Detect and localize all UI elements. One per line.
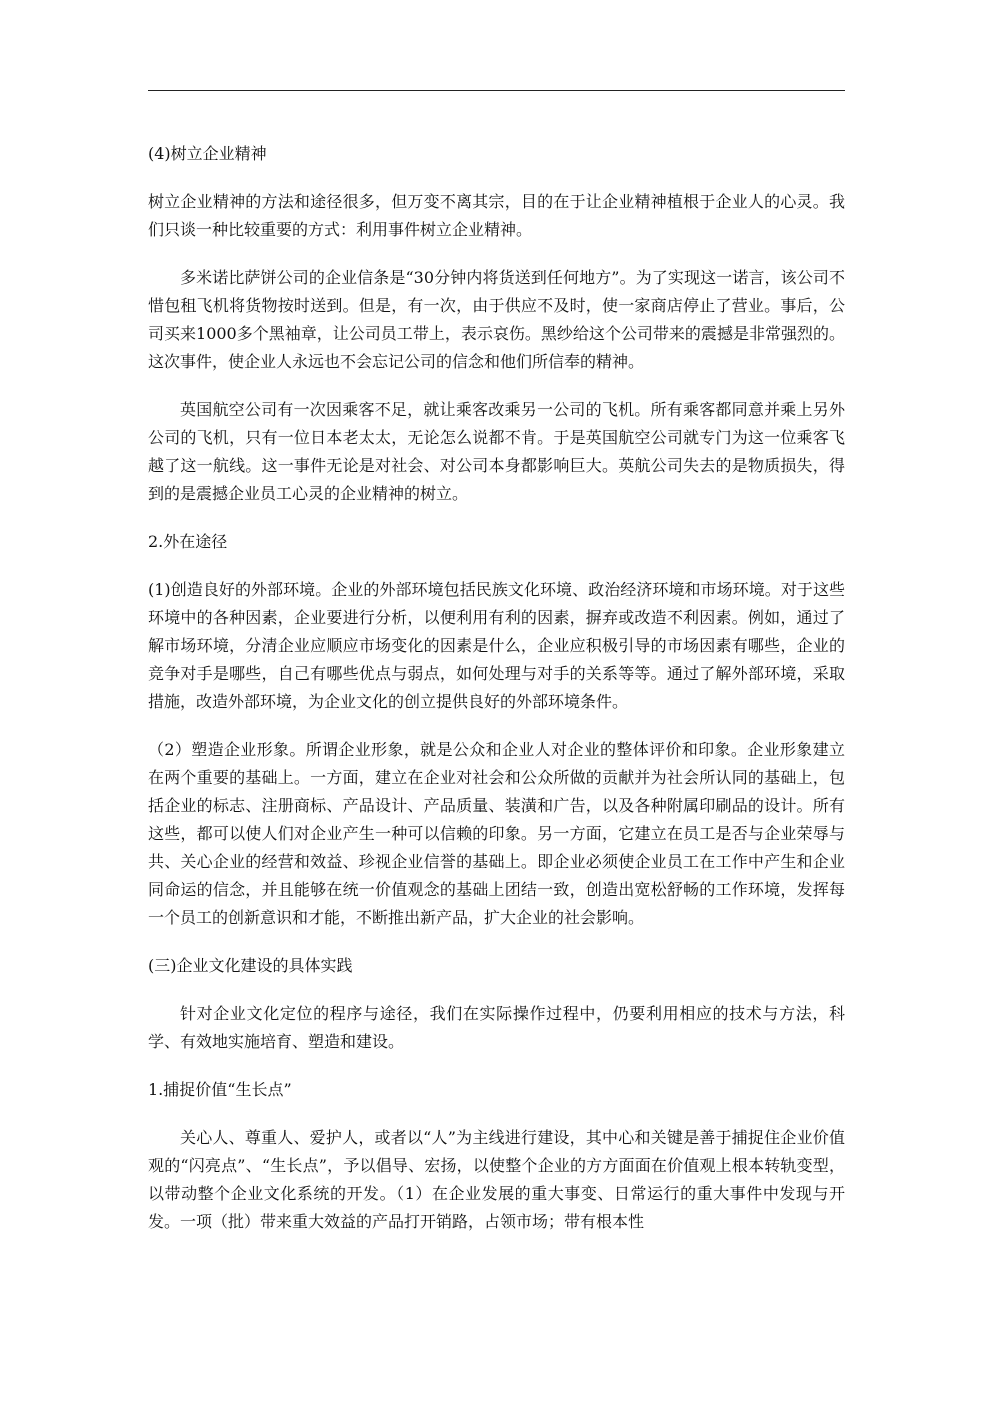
- document-body: [148, 140, 845, 1236]
- paragraph-domino-example: 多米诺比萨饼公司的企业信条是“30分钟内将货送到任何地方”。为了实现这一诺言，该公司不惜包租飞机将货物按时送到。但是，有一次，由于供应不及时，使一家商店停止了营业。事后，公司买来1000多个黑袖章，让公司员工带上，表示哀伤。黑纱给这个公司带来的震撼是非常强烈的。这次事件，使企业人永远也不会忘记公司的信念和他们所信奉的精神。: [148, 268, 845, 371]
- header-rule: [148, 90, 845, 91]
- paragraph-british-airways-example: 英国航空公司有一次因乘客不足，就让乘客改乘另一公司的飞机。所有乘客都同意并乘上另外公司的飞机，只有一位日本老太太，无论怎么说都不肯。于是英国航空公司就专门为这一位乘客飞越了这一航线。这一事件无论是对社会、对公司本身都影响巨大。英航公司失去的是物质损失，得到的是震撼企业员工心灵的企业精神的树立。: [148, 400, 845, 503]
- paragraph-external-environment: (1)创造良好的外部环境。企业的外部环境包括民族文化环境、政治经济环境和市场环境。对于这些环境中的各种因素，企业要进行分析，以便利用有利的因素，摒弃或改造不利因素。例如，通过了解市场环境，分清企业应顺应市场变化的因素是什么，企业应积极引导的市场因素有哪些，企业的竞争对手是哪些，自己有哪些优点与弱点，如何处理与对手的关系等等。通过了解外部环境，采取措施，改造外部环境，为企业文化的创立提供良好的外部环境条件。: [148, 580, 845, 711]
- section-heading-establish-spirit: (4)树立企业精神: [148, 144, 267, 163]
- section-heading-external-approach: 2.外在途径: [148, 532, 228, 551]
- section-heading-practice: (三)企业文化建设的具体实践: [148, 956, 353, 975]
- section-heading-growth-point: 1.捕捉价值“生长点”: [148, 1080, 292, 1099]
- paragraph-spirit-methods: 树立企业精神的方法和途径很多，但万变不离其宗，目的在于让企业精神植根于企业人的心灵。我们只谈一种比较重要的方式：利用事件树立企业精神。: [148, 192, 845, 239]
- paragraph-corporate-image: （2）塑造企业形象。所谓企业形象，就是公众和企业人对企业的整体评价和印象。企业形象建立在两个重要的基础上。一方面，建立在企业对社会和公众所做的贡献并为社会所认同的基础上，包括企业的标志、注册商标、产品设计、产品质量、装潢和广告，以及各种附属印刷品的设计。所有这些，都可以使人们对企业产生一种可以信赖的印象。另一方面，它建立在员工是否与企业荣辱与共、关心企业的经营和效益、珍视企业信誉的基础上。即企业必须使企业员工在工作中产生和企业同命运的信念，并且能够在统一价值观念的基础上团结一致，创造出宽松舒畅的工作环境，发挥每一个员工的创新意识和才能，不断推出新产品，扩大企业的社会影响。: [148, 740, 845, 927]
- paragraph-growth-point: 关心人、尊重人、爱护人，或者以“人”为主线进行建设，其中心和关键是善于捕捉住企业价值观的“闪亮点”、“生长点”，予以倡导、宏扬，以使整个企业的方方面面在价值观上根本转轨变型，以带动整个企业文化系统的开发。（1）在企业发展的重大事变、日常运行的重大事件中发现与开发。一项（批）带来重大效益的产品打开销路，占领市场；带有根本性: [148, 1128, 845, 1231]
- paragraph-practice-intro: 针对企业文化定位的程序与途径，我们在实际操作过程中，仍要利用相应的技术与方法，科学、有效地实施培育、塑造和建设。: [148, 1004, 845, 1051]
